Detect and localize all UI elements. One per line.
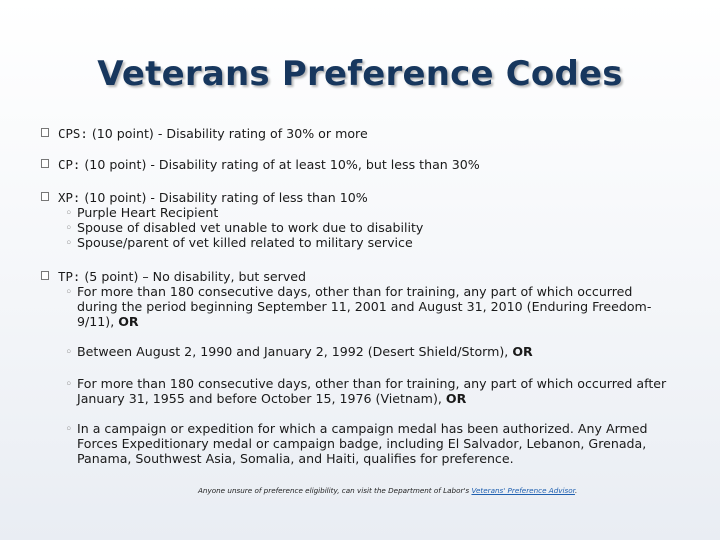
bullet-text: (10 point) - Disability rating of less than 10% [80, 190, 368, 205]
bullet-square-icon [41, 271, 49, 280]
sub-item-text: For more than 180 consecutive days, other than for training, any part of which occurred after January 31, 1955 and before October 15, 1976 (Vietnam), [77, 376, 667, 406]
sub-item [58, 220, 698, 235]
sub-item-text: Spouse/parent of vet killed related to military service [77, 235, 413, 250]
sub-item [58, 235, 698, 250]
sub-bullet-icon: ◦ [65, 235, 73, 250]
veterans-preference-advisor-link[interactable]: Veterans' Preference Advisor [471, 486, 575, 495]
footnote [198, 486, 577, 495]
sub-item [58, 205, 698, 220]
bullet-cps [58, 126, 698, 141]
sub-bullet-icon: ◦ [65, 421, 73, 436]
bullet-square-icon [41, 159, 49, 168]
or-label: OR [445, 391, 467, 406]
code-label: CPS: [58, 126, 88, 141]
sub-bullet-icon: ◦ [65, 376, 73, 391]
sub-bullet-icon: ◦ [65, 284, 73, 299]
sub-item-text: For more than 180 consecutive days, other than for training, any part of which occurred during the period beginning September 11, 2001 and August 31, 2010 (Enduring Freedom-9/11), [77, 284, 652, 329]
bullet-xp [58, 190, 698, 250]
sub-item [58, 284, 677, 329]
bullet-cp [58, 157, 698, 172]
bullet-tp-sub-2 [58, 344, 698, 359]
bullet-text: (10 point) - Disability rating of at least 10%, but less than 30% [80, 157, 480, 172]
sub-bullet-icon: ◦ [65, 205, 73, 220]
sub-bullet-icon: ◦ [65, 344, 73, 359]
bullet-tp [58, 269, 698, 329]
code-label: CP: [58, 157, 81, 172]
or-label: OR [118, 314, 139, 329]
bullet-tp-sub-3 [58, 376, 698, 406]
sub-item [58, 421, 677, 466]
bullet-square-icon [41, 128, 49, 137]
code-label: TP: [58, 269, 81, 284]
sub-item-text: Spouse of disabled vet unable to work due to disability [77, 220, 424, 235]
sub-item-text: In a campaign or expedition for which a campaign medal has been authorized. Any Armed Forces Expeditionary medal or campaign badge, including El Salvador, Lebanon, Grenada, Panama, Southwest Asia, Somalia, and Haiti, qualifies for preference. [77, 421, 648, 466]
or-label: OR [512, 344, 533, 359]
page-title: Veterans Preference Codes [97, 54, 623, 94]
sub-item [58, 344, 677, 359]
sub-item-text: Purple Heart Recipient [77, 205, 219, 220]
bullet-text: (10 point) - Disability rating of 30% or more [87, 126, 368, 141]
footnote-end: . [574, 486, 578, 495]
bullet-square-icon [41, 192, 49, 201]
sub-bullet-icon: ◦ [65, 220, 73, 235]
code-label: XP: [58, 190, 81, 205]
bullet-text: (5 point) – No disability, but served [80, 269, 307, 284]
sub-item-text: Between August 2, 1990 and January 2, 1992 (Desert Shield/Storm), [77, 344, 509, 359]
footnote-text: Anyone unsure of preference eligibility, can visit the Department of Labor's [198, 486, 472, 495]
sub-item [58, 376, 677, 406]
bullet-tp-sub-4 [58, 421, 698, 466]
